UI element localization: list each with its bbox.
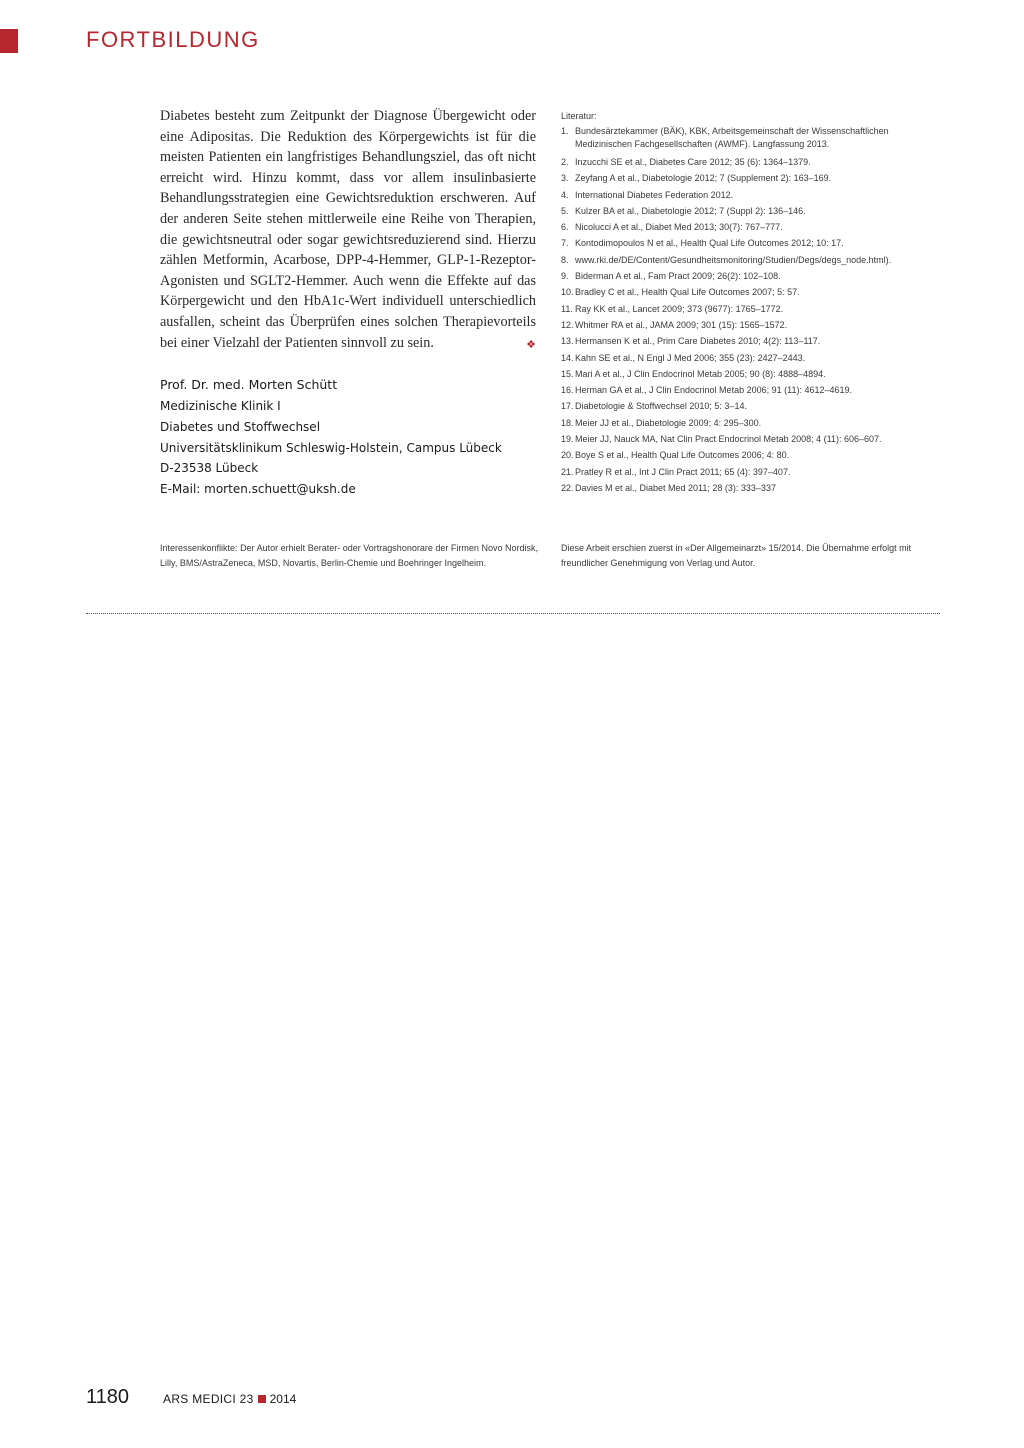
author-block bbox=[160, 375, 536, 500]
reference-number: 2. bbox=[561, 157, 569, 167]
reference-text: Zeyfang A et al., Diabetologie 2012; 7 (Supplement 2): 163–169. bbox=[575, 173, 832, 184]
reference-item bbox=[561, 154, 943, 170]
reference-number: 12. bbox=[561, 319, 574, 330]
reference-number: 1. bbox=[561, 126, 569, 136]
reference-item bbox=[561, 125, 943, 151]
reference-number: 3. bbox=[561, 173, 569, 184]
body-text: Diabetes besteht zum Zeitpunkt der Diagnose Übergewicht oder eine Adipositas. Die Reduktion des Körpergewichts ist für die meisten Patienten ein langfristiges Behandlungsziel, das oft nicht erreicht wird. Hinzu kommt, dass vor allem insulinbasierte Behandlungsstrategien eine Gewichtsreduktion erschweren. Auf der anderen Seite stehen mittlerweile eine Reihe von Therapien, die gewichtsneutral oder sogar gewichtsreduzierend sind. Hierzu zählen Metformin, Acarbose, DPP-4-Hemmer, GLP-1-Rezeptor-Agonisten und SGLT2-Hemmer. Auch wenn die Effekte auf das Körpergewicht und den HbA1c-Wert individuell unterschiedlich ausfallen, scheint das Überprüfen eines solchen Therapievorteils bei einer Vielzahl der Patienten sinnvoll zu sein. bbox=[160, 108, 536, 351]
reference-number: 17. bbox=[561, 401, 574, 412]
author-clinic: Medizinische Klinik I bbox=[160, 398, 281, 413]
body-paragraph bbox=[160, 106, 536, 353]
author-department: Diabetes und Stoffwechsel bbox=[160, 419, 321, 434]
journal-year: 2014 bbox=[269, 1392, 297, 1406]
reference-item bbox=[561, 170, 943, 186]
reference-number: 15. bbox=[561, 368, 574, 379]
references-heading: Literatur: bbox=[561, 111, 597, 121]
page-number: 1180 bbox=[86, 1386, 130, 1408]
reference-text: Diabetologie & Stoffwechsel 2010; 5: 3–14. bbox=[575, 401, 747, 412]
reference-text: Bradley C et al., Health Qual Life Outcomes 2007; 5: 57. bbox=[575, 287, 800, 298]
origin-note: Diese Arbeit erschien zuerst in «Der Allgemeinarzt» 15/2014. Die Übernahme erfolgt mit freundlicher Genehmigung von Verlag und Autor. bbox=[561, 543, 912, 568]
reference-item bbox=[561, 268, 943, 284]
left-column bbox=[160, 106, 536, 500]
reference-text: Boye S et al., Health Qual Life Outcomes 2006; 4: 80. bbox=[575, 450, 790, 461]
reference-text: Pratley R et al., Int J Clin Pract 2011; 65 (4): 397–407. bbox=[575, 466, 791, 477]
reference-text: www.rki.de/DE/Content/Gesundheitsmonitoring/Studien/Degs/degs_node.html). bbox=[575, 254, 892, 265]
reference-item bbox=[561, 284, 943, 300]
reference-number: 9. bbox=[561, 271, 569, 282]
page-footer bbox=[86, 1386, 296, 1409]
reference-text: Herman GA et al., J Clin Endocrinol Metab 2006; 91 (11): 4612–4619. bbox=[575, 385, 852, 396]
reference-text: Whitmer RA et al., JAMA 2009; 301 (15): 1565–1572. bbox=[575, 319, 788, 330]
section-divider bbox=[86, 613, 940, 614]
reference-item bbox=[561, 333, 943, 349]
reference-item bbox=[561, 398, 943, 414]
reference-text: Meier JJ et al., Diabetologie 2009; 4: 295–300. bbox=[575, 417, 762, 428]
section-accent-bar bbox=[0, 29, 18, 53]
reference-number: 16. bbox=[561, 385, 574, 396]
reference-item bbox=[561, 464, 943, 480]
reference-number: 10. bbox=[561, 287, 574, 298]
reference-number: 7. bbox=[561, 238, 569, 249]
end-mark-icon: ❖ bbox=[526, 338, 536, 351]
reference-item bbox=[561, 301, 943, 317]
reference-number: 6. bbox=[561, 222, 569, 233]
reference-text: Davies M et al., Diabet Med 2011; 28 (3): 333–337 bbox=[575, 482, 776, 493]
author-institution: Universitätsklinikum Schleswig-Holstein, Campus Lübeck bbox=[160, 440, 502, 455]
reference-item bbox=[561, 431, 943, 447]
references-column bbox=[561, 110, 943, 496]
reference-number: 21. bbox=[561, 466, 574, 477]
reference-item bbox=[561, 382, 943, 398]
reference-item bbox=[561, 252, 943, 268]
separator-square-icon bbox=[258, 1395, 266, 1403]
reference-text: Kahn SE et al., N Engl J Med 2006; 355 (23): 2427–2443. bbox=[575, 352, 806, 363]
reference-text: International Diabetes Federation 2012. bbox=[575, 189, 734, 200]
reference-number: 18. bbox=[561, 417, 574, 428]
reference-number: 4. bbox=[561, 189, 569, 200]
section-title: FORTBILDUNG bbox=[86, 27, 260, 52]
reference-number: 5. bbox=[561, 205, 569, 216]
reference-item bbox=[561, 480, 943, 496]
reference-number: 14. bbox=[561, 352, 574, 363]
journal-issue: ARS MEDICI 23 bbox=[163, 1392, 254, 1406]
reference-item bbox=[561, 219, 943, 235]
reference-text: Kontodimopoulos N et al., Health Qual Life Outcomes 2012; 10: 17. bbox=[575, 238, 844, 249]
references-list bbox=[561, 125, 943, 496]
reference-number: 22. bbox=[561, 482, 574, 493]
reference-number: 11. bbox=[561, 303, 573, 314]
author-name: Prof. Dr. med. Morten Schütt bbox=[160, 377, 338, 393]
reference-text: Nicolucci A et al., Diabet Med 2013; 30(7): 767–777. bbox=[575, 222, 783, 233]
author-email[interactable]: E-Mail: morten.schuett@uksh.de bbox=[160, 482, 356, 497]
reference-item bbox=[561, 317, 943, 333]
reference-number: 19. bbox=[561, 434, 574, 445]
reference-text: Mari A et al., J Clin Endocrinol Metab 2005; 90 (8): 4888–4894. bbox=[575, 368, 826, 379]
reference-item bbox=[561, 366, 943, 382]
reference-number: 8. bbox=[561, 254, 569, 265]
reference-text: Inzucchi SE et al., Diabetes Care 2012; 35 (6): 1364–1379. bbox=[575, 157, 811, 167]
reference-item bbox=[561, 350, 943, 366]
author-city: D-23538 Lübeck bbox=[160, 461, 259, 476]
reference-text: Kulzer BA et al., Diabetologie 2012; 7 (Suppl 2): 136–146. bbox=[575, 205, 806, 216]
reference-item bbox=[561, 415, 943, 431]
reference-text: Meier JJ, Nauck MA, Nat Clin Pract Endocrinol Metab 2008; 4 (11): 606–607. bbox=[575, 434, 882, 445]
reference-text: Bundesärztekammer (BÄK), KBK, Arbeitsgemeinschaft der Wissenschaftlichen Medizinischen Fachgesellschaften (AWMF). Langfassung 2013. bbox=[575, 126, 889, 149]
reference-item bbox=[561, 203, 943, 219]
reference-number: 20. bbox=[561, 450, 574, 461]
reference-item bbox=[561, 235, 943, 251]
conflicts-note: Interessenkonflikte: Der Autor erhielt Berater- oder Vortragshonorare der Firmen Novo Nordisk, Lilly, BMS/AstraZeneca, MSD, Novartis, Berlin-Chemie und Boehringer Ingelheim. bbox=[160, 543, 538, 568]
reference-text: Biderman A et al., Fam Pract 2009; 26(2): 102–108. bbox=[575, 271, 781, 282]
reference-item bbox=[561, 447, 943, 463]
reference-text: Ray KK et al., Lancet 2009; 373 (9677): 1765–1772. bbox=[575, 303, 784, 314]
reference-text: Hermansen K et al., Prim Care Diabetes 2010; 4(2): 113–117. bbox=[575, 336, 821, 347]
reference-item bbox=[561, 187, 943, 203]
reference-number: 13. bbox=[561, 336, 574, 347]
